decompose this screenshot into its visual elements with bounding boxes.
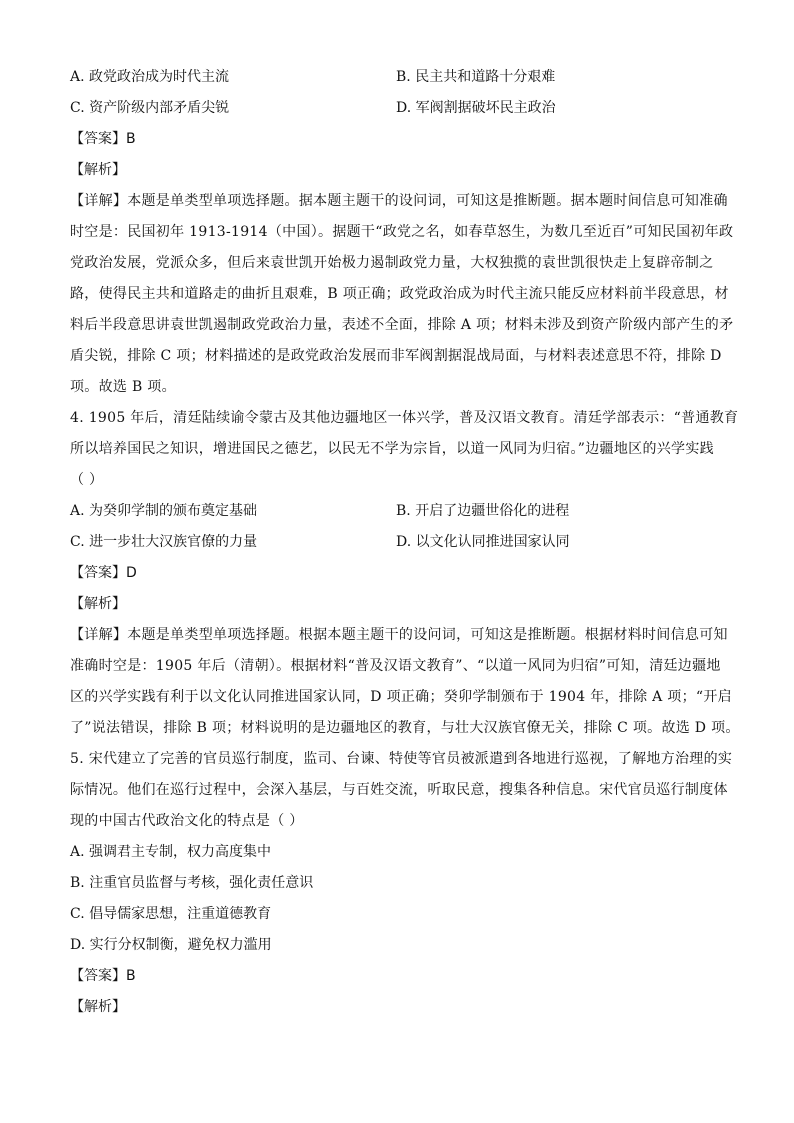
q4-detail-line: 【详解】本题是单类型单项选择题。根据本题主题干的设问词，可知这是推断题。根据材料时间信息可知 [70,627,728,643]
q4-option-b: B. 开启了边疆世俗化的进程 [396,503,570,519]
q5-option-a: A. 强调君主专制，权力高度集中 [70,844,272,860]
q4-analysis-label: 【解析】 [70,596,126,612]
q5-stem-line: 际情况。他们在巡行过程中，会深入基层，与百姓交流，听取民意，搜集各种信息。宋代官员巡行制度体 [70,782,728,798]
q3-option-row-2 [70,93,734,124]
q5-option-d: D. 实行分权制衡，避免权力滥用 [70,937,272,953]
exam-page [70,62,740,1023]
q5-option-b: B. 注重官员监督与考核，强化责任意识 [70,875,314,891]
q4-detail-line: 准确时空是：1905 年后（清朝）。根据材料“普及汉语文教育”、“以道一风同为归宿”可知，清廷边疆地 [70,658,721,674]
q3-detail-line: 料后半段意思讲袁世凯遏制政党政治力量，表述不全面，排除 A 项；材料未涉及到资产阶级内部产生的矛 [70,317,734,333]
q5-analysis-label: 【解析】 [70,999,126,1015]
q5-stem [70,744,734,837]
q5-answer: 【答案】B [70,968,136,984]
q3-analysis-label: 【解析】 [70,162,126,178]
q3-detail-line: 项。故选 B 项。 [70,379,176,395]
q3-detail-line: 路，使得民主共和道路走的曲折且艰难，B 项正确；政党政治成为时代主流只能反应材料前半段意思，材 [70,286,729,302]
q3-option-c: C. 资产阶级内部矛盾尖锐 [70,100,230,116]
q4-option-a: A. 为癸卯学制的颁布奠定基础 [70,503,258,519]
q5-option-c: C. 倡导儒家思想，注重道德教育 [70,906,272,922]
q4-detail [70,620,740,744]
q5-stem-line: 现的中国古代政治文化的特点是（ ） [70,813,304,829]
q4-stem-line: 4. 1905 年后，清廷陆续谕令蒙古及其他边疆地区一体兴学，普及汉语文教育。清廷学部表示：“普通教育 [70,410,739,426]
q5-stem-line: 5. 宋代建立了完善的官员巡行制度，监司、台谏、特使等官员被派遣到各地进行巡视，了解地方治理的实 [70,751,733,767]
q4-stem-line: 所以培养国民之知识，增进国民之德艺，以民无不学为宗旨，以道一风同为归宿。”边疆地区的兴学实践 [70,441,714,457]
q3-option-a: A. 政党政治成为时代主流 [70,69,230,85]
q4-option-c: C. 进一步壮大汉族官僚的力量 [70,534,258,550]
q3-answer: 【答案】B [70,131,136,147]
q3-detail-line: 盾尖锐，排除 C 项；材料描述的是政党政治发展而非军阀割据混战局面，与材料表述意思不符，排除 D [70,348,722,364]
q4-stem-line: （ ） [70,472,104,488]
q4-option-d: D. 以文化认同推进国家认同 [396,534,570,550]
q4-detail-line: 了”说法错误，排除 B 项；材料说明的是边疆地区的教育，与壮大汉族官僚无关，排除 C 项。故选 D 项。 [70,720,740,736]
q3-detail-line: 【详解】本题是单类型单项选择题。据本题主题干的设问词，可知这是推断题。据本题时间信息可知准确 [70,193,728,209]
q3-option-row-1 [70,62,734,93]
q4-option-row-1 [70,496,734,527]
q3-detail-line: 党政治发展，党派众多，但后来袁世凯开始极力遏制政党力量，大权独揽的袁世凯很快走上复辟帝制之 [70,255,714,271]
q4-stem [70,403,739,496]
q3-option-b: B. 民主共和道路十分艰难 [396,69,556,85]
q3-detail-line: 时空是：民国初年 1913-1914（中国）。据题干“政党之名，如春草怒生，为数几至近百”可知民国初年政 [70,224,734,240]
q3-detail [70,186,734,403]
q3-option-d: D. 军阀割据破坏民主政治 [396,100,556,116]
q4-answer: 【答案】D [70,565,137,581]
q4-option-row-2 [70,527,734,558]
q4-detail-line: 区的兴学实践有利于以文化认同推进国家认同，D 项正确；癸卯学制颁布于 1904 年，排除 A 项；“开启 [70,689,732,705]
